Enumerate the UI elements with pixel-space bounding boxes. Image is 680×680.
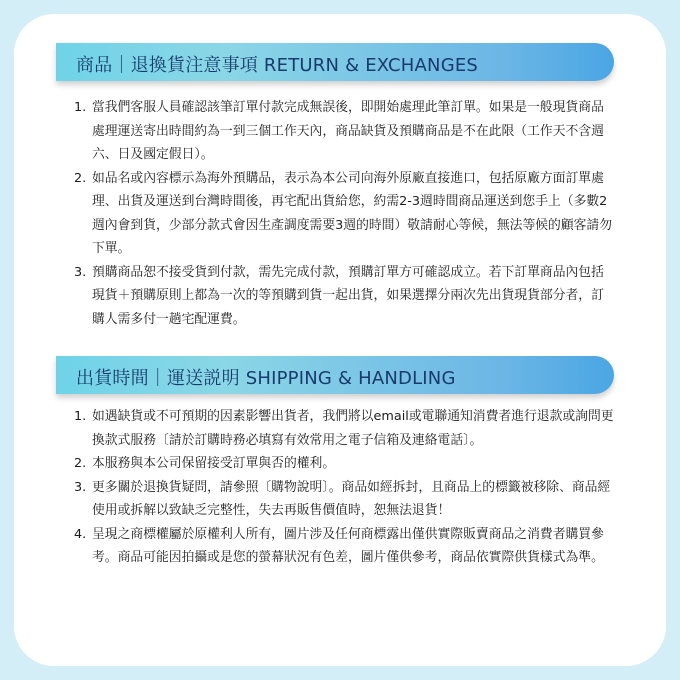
item-text: 呈現之商標權屬於原權利人所有，圖片涉及任何商標露出僅供實際販賣商品之消費者購買參考。商品可能因拍攝或是您的螢幕狀況有色差，圖片僅供參考，商品依實際供貨樣式為準。 — [92, 526, 604, 565]
returns-section-title: 商品｜退換貨注意事項 RETURN & EXCHANGES — [76, 55, 479, 76]
shipping-section-header — [56, 356, 614, 394]
list-item — [74, 476, 616, 523]
item-number: 2. — [74, 170, 87, 186]
shipping-list — [74, 405, 616, 570]
item-text: 預購商品恕不接受貨到付款，需先完成付款，預購訂單方可確認成立。若下訂單商品內包括現貨＋預購原則上都為一次的等預購到貨一起出貨，如果選擇分兩次先出貨現貨部分者，訂購人需多付一趟宅配運費。 — [92, 264, 604, 327]
list-item — [74, 523, 616, 570]
item-number: 1. — [74, 409, 87, 424]
item-number: 2. — [74, 456, 87, 471]
returns-list — [74, 96, 616, 331]
item-text: 如遇缺貨或不可預期的因素影響出貨者，我們將以email或電聯通知消費者進行退款或詢問更換款式服務〔請於訂購時務必填寫有效常用之電子信箱及連絡電話〕。 — [92, 409, 614, 448]
list-item — [74, 96, 616, 167]
item-number: 3. — [74, 479, 87, 495]
item-number: 1. — [74, 100, 87, 115]
item-text: 當我們客服人員確認該筆訂單付款完成無誤後，即開始處理此筆訂單。如果是一般現貨商品處理運送寄出時間約為一到三個工作天內，商品缺貨及預購商品是不在此限（工作天不含週六、日及國定假日）。 — [92, 100, 604, 162]
info-card — [14, 14, 666, 666]
list-item — [74, 261, 616, 332]
list-item — [74, 452, 616, 476]
list-item — [74, 405, 616, 452]
item-text: 本服務與本公司保留接受訂單與否的權利。 — [92, 456, 336, 471]
item-number: 4. — [74, 526, 87, 542]
item-number: 3. — [74, 264, 87, 280]
item-text: 如品名或內容標示為海外預購品，表示為本公司向海外原廠直接進口，包括原廠方面訂單處理、出貨及運送到台灣時間後，再宅配出貨給您，約需2-3週時間商品運送到您手上（多數2週內會到貨，少部分款式會因生產調度需要3週的時間）敬請耐心等候，無法等候的顧客請勿下單。 — [92, 170, 613, 256]
item-text: 更多關於退換貨疑問，請參照〔購物說明〕。商品如經拆封，且商品上的標籤被移除、商品經使用或拆解以致缺乏完整性，失去再販售價值時，恕無法退貨！ — [92, 479, 611, 518]
returns-section-header — [56, 43, 614, 81]
list-item — [74, 167, 616, 261]
shipping-section-title: 出貨時間｜運送説明 SHIPPING & HANDLING — [76, 368, 456, 389]
